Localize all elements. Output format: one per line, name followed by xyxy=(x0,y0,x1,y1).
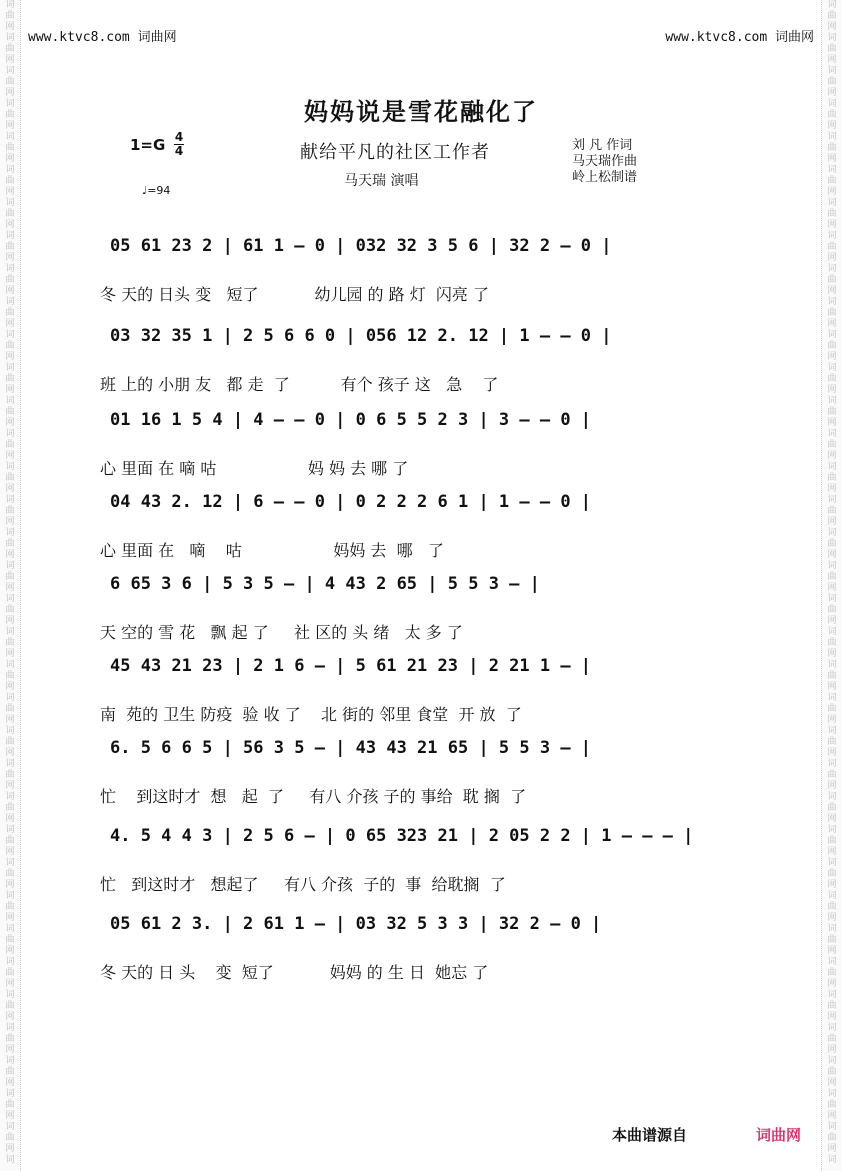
watermark-char: 网 xyxy=(827,187,837,197)
watermark-char: 词 xyxy=(5,528,15,538)
score-line xyxy=(0,318,842,394)
credit-composer: 马天瑞作曲 xyxy=(572,154,638,169)
watermark-char: 网 xyxy=(5,154,15,164)
watermark-char: 曲 xyxy=(827,407,837,417)
watermark-char: 曲 xyxy=(827,836,837,846)
watermark-char: 曲 xyxy=(5,473,15,483)
watermark-char: 网 xyxy=(827,88,837,98)
watermark-char: 曲 xyxy=(5,341,15,351)
watermark-char: 词 xyxy=(5,825,15,835)
watermark-char: 曲 xyxy=(827,737,837,747)
watermark-char: 词 xyxy=(5,726,15,736)
score-notes: 05 61 2 3. | 2 61 1 – | 03 32 5 3 3 | 32 2 – 0 | xyxy=(110,914,602,934)
watermark-char: 曲 xyxy=(5,1034,15,1044)
watermark-char: 曲 xyxy=(827,440,837,450)
watermark-char: 词 xyxy=(5,594,15,604)
score-notes: 6. 5 6 6 5 | 56 3 5 – | 43 43 21 65 | 5 5 3 – | xyxy=(110,738,592,758)
watermark-char: 曲 xyxy=(5,1001,15,1011)
watermark-char: 网 xyxy=(5,979,15,989)
watermark-char: 曲 xyxy=(827,308,837,318)
watermark-char: 网 xyxy=(827,22,837,32)
watermark-char: 网 xyxy=(5,913,15,923)
watermark-char: 词 xyxy=(5,924,15,934)
watermark-char: 词 xyxy=(5,363,15,373)
watermark-char: 曲 xyxy=(5,803,15,813)
watermark-char: 网 xyxy=(5,550,15,560)
score-line xyxy=(0,228,842,304)
time-signature-top: 4 xyxy=(174,130,184,144)
score-lyrics: 冬 天的 日 头 变 短了 妈妈 的 生 日 她忘 了 xyxy=(100,963,489,982)
watermark-char: 曲 xyxy=(5,968,15,978)
watermark-char: 网 xyxy=(827,220,837,230)
credit-lyricist: 刘 凡 作词 xyxy=(572,138,633,153)
watermark-char: 曲 xyxy=(5,44,15,54)
watermark-char: 曲 xyxy=(827,539,837,549)
score-line xyxy=(0,906,842,982)
watermark-char: 词 xyxy=(827,924,837,934)
watermark-char: 网 xyxy=(5,1111,15,1121)
watermark-char: 网 xyxy=(5,286,15,296)
watermark-char: 曲 xyxy=(827,803,837,813)
watermark-char: 网 xyxy=(827,286,837,296)
watermark-char: 词 xyxy=(827,1056,837,1066)
watermark-char: 网 xyxy=(5,517,15,527)
watermark-char: 词 xyxy=(5,66,15,76)
watermark-char: 曲 xyxy=(5,770,15,780)
watermark-char: 词 xyxy=(5,1155,15,1165)
watermark-char: 词 xyxy=(827,891,837,901)
score-lyrics: 冬 天的 日头 变 短了 幼儿园 的 路 灯 闪亮 了 xyxy=(100,285,489,304)
watermark-char: 词 xyxy=(827,726,837,736)
watermark-char: 词 xyxy=(5,99,15,109)
watermark-char: 曲 xyxy=(5,605,15,615)
watermark-char: 词 xyxy=(827,759,837,769)
watermark-char: 网 xyxy=(827,319,837,329)
watermark-char: 曲 xyxy=(5,275,15,285)
score-line xyxy=(0,730,842,806)
watermark-char: 网 xyxy=(827,748,837,758)
watermark-char: 曲 xyxy=(827,11,837,21)
watermark-char: 曲 xyxy=(827,341,837,351)
watermark-char: 曲 xyxy=(5,1067,15,1077)
watermark-char: 网 xyxy=(5,847,15,857)
watermark-char: 曲 xyxy=(5,506,15,516)
watermark-char: 词 xyxy=(5,0,15,10)
watermark-char: 网 xyxy=(827,1045,837,1055)
watermark-char: 词 xyxy=(5,957,15,967)
watermark-char: 网 xyxy=(827,649,837,659)
watermark-char: 网 xyxy=(827,550,837,560)
watermark-char: 词 xyxy=(827,297,837,307)
watermark-char: 词 xyxy=(5,33,15,43)
watermark-char: 网 xyxy=(5,451,15,461)
watermark-char: 曲 xyxy=(5,539,15,549)
watermark-char: 词 xyxy=(827,1089,837,1099)
watermark-char: 网 xyxy=(5,616,15,626)
watermark-char: 曲 xyxy=(5,308,15,318)
header-url-left[interactable]: www.ktvc8.com 词曲网 xyxy=(28,30,177,45)
song-title: 妈妈说是雪花融化了 xyxy=(304,98,538,126)
watermark-char: 网 xyxy=(827,1144,837,1154)
watermark-char: 网 xyxy=(827,616,837,626)
watermark-char: 网 xyxy=(827,385,837,395)
score-notes: 03 32 35 1 | 2 5 6 6 0 | 056 12 2. 12 | 1 – – 0 | xyxy=(110,326,612,346)
watermark-char: 词 xyxy=(5,1023,15,1033)
song-credits xyxy=(572,138,637,186)
watermark-char: 曲 xyxy=(5,143,15,153)
watermark-char: 词 xyxy=(827,165,837,175)
watermark-char: 词 xyxy=(5,165,15,175)
watermark-char: 曲 xyxy=(827,572,837,582)
watermark-char: 曲 xyxy=(5,935,15,945)
watermark-char: 网 xyxy=(5,484,15,494)
watermark-char: 曲 xyxy=(5,1133,15,1143)
watermark-char: 曲 xyxy=(827,671,837,681)
watermark-char: 曲 xyxy=(827,770,837,780)
watermark-char: 词 xyxy=(5,891,15,901)
watermark-char: 曲 xyxy=(827,638,837,648)
watermark-char: 网 xyxy=(5,187,15,197)
watermark-char: 曲 xyxy=(5,1100,15,1110)
score-notes: 6 65 3 6 | 5 3 5 – | 4 43 2 65 | 5 5 3 – | xyxy=(110,574,540,594)
score-lyrics: 心 里面 在 嘀 咕 妈妈 去 哪 了 xyxy=(100,541,444,560)
score-line xyxy=(0,648,842,724)
watermark-char: 曲 xyxy=(827,374,837,384)
watermark-char: 词 xyxy=(827,1155,837,1165)
watermark-char: 词 xyxy=(827,792,837,802)
watermark-char: 曲 xyxy=(827,506,837,516)
watermark-char: 曲 xyxy=(827,473,837,483)
watermark-char: 网 xyxy=(5,715,15,725)
watermark-char: 词 xyxy=(827,0,837,10)
score-lyrics: 心 里面 在 嘀 咕 妈 妈 去 哪 了 xyxy=(100,459,409,478)
watermark-char: 曲 xyxy=(827,209,837,219)
score-notes: 01 16 1 5 4 | 4 – – 0 | 0 6 5 5 2 3 | 3 – – 0 | xyxy=(110,410,592,430)
watermark-char: 网 xyxy=(827,1078,837,1088)
watermark-char: 词 xyxy=(827,198,837,208)
watermark-char: 曲 xyxy=(5,77,15,87)
watermark-char: 词 xyxy=(827,462,837,472)
watermark-char: 网 xyxy=(5,781,15,791)
watermark-char: 曲 xyxy=(827,968,837,978)
watermark-char: 词 xyxy=(5,1056,15,1066)
watermark-char: 词 xyxy=(827,1122,837,1132)
watermark-char: 曲 xyxy=(827,605,837,615)
watermark-char: 网 xyxy=(5,121,15,131)
watermark-char: 曲 xyxy=(827,44,837,54)
score-lyrics: 班 上的 小朋 友 都 走 了 有个 孩子 这 急 了 xyxy=(100,375,499,394)
watermark-char: 曲 xyxy=(827,1100,837,1110)
watermark-char: 词 xyxy=(827,627,837,637)
watermark-char: 词 xyxy=(827,495,837,505)
watermark-char: 词 xyxy=(827,528,837,538)
watermark-char: 词 xyxy=(5,462,15,472)
watermark-char: 网 xyxy=(827,154,837,164)
watermark-char: 曲 xyxy=(827,176,837,186)
watermark-char: 网 xyxy=(5,583,15,593)
watermark-char: 网 xyxy=(827,451,837,461)
watermark-char: 词 xyxy=(5,396,15,406)
watermark-char: 网 xyxy=(827,979,837,989)
watermark-char: 网 xyxy=(827,1111,837,1121)
watermark-char: 网 xyxy=(827,682,837,692)
watermark-char: 网 xyxy=(827,913,837,923)
watermark-char: 网 xyxy=(5,880,15,890)
watermark-char: 曲 xyxy=(827,77,837,87)
watermark-char: 网 xyxy=(827,1012,837,1022)
watermark-char: 词 xyxy=(5,231,15,241)
watermark-char: 词 xyxy=(827,957,837,967)
watermark-char: 网 xyxy=(827,583,837,593)
watermark-char: 网 xyxy=(827,814,837,824)
watermark-char: 网 xyxy=(5,1012,15,1022)
watermark-char: 网 xyxy=(827,517,837,527)
watermark-char: 网 xyxy=(5,22,15,32)
watermark-char: 曲 xyxy=(827,143,837,153)
watermark-char: 曲 xyxy=(5,638,15,648)
watermark-char: 网 xyxy=(5,220,15,230)
watermark-char: 网 xyxy=(827,880,837,890)
watermark-char: 曲 xyxy=(5,374,15,384)
watermark-char: 词 xyxy=(827,33,837,43)
watermark-char: 词 xyxy=(827,363,837,373)
watermark-char: 曲 xyxy=(5,869,15,879)
watermark-char: 网 xyxy=(827,715,837,725)
watermark-char: 曲 xyxy=(5,572,15,582)
score-notes: 45 43 21 23 | 2 1 6 – | 5 61 21 23 | 2 21 1 – | xyxy=(110,656,592,676)
watermark-char: 词 xyxy=(827,825,837,835)
watermark-char: 词 xyxy=(5,990,15,1000)
watermark-char: 词 xyxy=(827,693,837,703)
watermark-char: 曲 xyxy=(827,935,837,945)
watermark-char: 曲 xyxy=(827,902,837,912)
watermark-char: 网 xyxy=(5,946,15,956)
watermark-char: 曲 xyxy=(827,110,837,120)
score-line xyxy=(0,818,842,894)
watermark-char: 词 xyxy=(827,1023,837,1033)
watermark-char: 词 xyxy=(5,693,15,703)
tempo-marking: ♩=94 xyxy=(142,184,171,197)
watermark-char: 词 xyxy=(5,297,15,307)
watermark-char: 曲 xyxy=(827,1067,837,1077)
watermark-char: 网 xyxy=(5,1078,15,1088)
watermark-char: 词 xyxy=(827,858,837,868)
watermark-char: 网 xyxy=(5,55,15,65)
song-singer: 马天瑞 演唱 xyxy=(344,173,419,189)
footer-source-label: 本曲谱源自 xyxy=(612,1126,688,1144)
watermark-char: 曲 xyxy=(827,869,837,879)
watermark-char: 词 xyxy=(5,495,15,505)
watermark-char: 曲 xyxy=(5,11,15,21)
watermark-char: 曲 xyxy=(827,1133,837,1143)
watermark-char: 网 xyxy=(5,1045,15,1055)
watermark-char: 网 xyxy=(5,253,15,263)
watermark-char: 词 xyxy=(5,561,15,571)
watermark-char: 词 xyxy=(827,330,837,340)
score-notes: 4. 5 4 4 3 | 2 5 6 – | 0 65 323 21 | 2 05 2 2 | 1 – – – | xyxy=(110,826,694,846)
watermark-char: 词 xyxy=(827,990,837,1000)
watermark-char: 网 xyxy=(5,88,15,98)
score-line xyxy=(0,484,842,560)
watermark-char: 曲 xyxy=(5,440,15,450)
watermark-char: 网 xyxy=(5,352,15,362)
watermark-char: 曲 xyxy=(5,671,15,681)
watermark-char: 曲 xyxy=(827,1034,837,1044)
watermark-char: 词 xyxy=(827,264,837,274)
footer-brand-link[interactable]: 词曲网 xyxy=(756,1126,802,1144)
watermark-char: 词 xyxy=(5,198,15,208)
watermark-char: 曲 xyxy=(5,407,15,417)
watermark-char: 词 xyxy=(827,99,837,109)
watermark-char: 词 xyxy=(5,1122,15,1132)
watermark-char: 词 xyxy=(827,561,837,571)
watermark-char: 词 xyxy=(5,264,15,274)
watermark-char: 词 xyxy=(5,1089,15,1099)
watermark-char: 曲 xyxy=(5,242,15,252)
watermark-char: 词 xyxy=(5,660,15,670)
watermark-char: 词 xyxy=(5,792,15,802)
watermark-char: 词 xyxy=(827,396,837,406)
watermark-char: 词 xyxy=(827,132,837,142)
watermark-char: 曲 xyxy=(5,704,15,714)
watermark-char: 网 xyxy=(5,814,15,824)
watermark-char: 网 xyxy=(5,1144,15,1154)
watermark-char: 网 xyxy=(5,682,15,692)
watermark-char: 曲 xyxy=(5,110,15,120)
watermark-char: 词 xyxy=(827,231,837,241)
watermark-char: 词 xyxy=(5,330,15,340)
score-notes: 04 43 2. 12 | 6 – – 0 | 0 2 2 2 6 1 | 1 – – 0 | xyxy=(110,492,592,512)
credit-transcriber: 岭上松制谱 xyxy=(572,170,638,185)
watermark-char: 词 xyxy=(5,627,15,637)
key-signature: 1=G xyxy=(130,136,166,154)
watermark-char: 曲 xyxy=(827,275,837,285)
watermark-char: 曲 xyxy=(5,902,15,912)
watermark-char: 词 xyxy=(5,759,15,769)
score-lyrics: 南 苑的 卫生 防疫 验 收 了 北 街的 邻里 食堂 开 放 了 xyxy=(100,705,522,724)
watermark-char: 词 xyxy=(827,429,837,439)
score-line xyxy=(0,566,842,642)
watermark-char: 网 xyxy=(5,319,15,329)
watermark-char: 词 xyxy=(5,858,15,868)
watermark-char: 网 xyxy=(827,352,837,362)
song-subtitle: 献给平凡的社区工作者 xyxy=(300,142,490,163)
watermark-char: 网 xyxy=(5,418,15,428)
score-line xyxy=(0,402,842,478)
watermark-char: 词 xyxy=(827,660,837,670)
watermark-char: 网 xyxy=(827,253,837,263)
watermark-char: 曲 xyxy=(5,836,15,846)
watermark-char: 词 xyxy=(5,132,15,142)
watermark-char: 曲 xyxy=(827,1001,837,1011)
watermark-char: 网 xyxy=(5,649,15,659)
score-lyrics: 忙 到这时才 想起了 有八 介孩 子的 事 给耽搁 了 xyxy=(100,875,506,894)
watermark-char: 词 xyxy=(5,429,15,439)
watermark-char: 曲 xyxy=(5,737,15,747)
watermark-char: 网 xyxy=(5,385,15,395)
watermark-char: 网 xyxy=(827,946,837,956)
watermark-char: 网 xyxy=(827,55,837,65)
watermark-char: 曲 xyxy=(5,176,15,186)
watermark-char: 网 xyxy=(827,121,837,131)
score-notes: 05 61 23 2 | 61 1 – 0 | 032 32 3 5 6 | 32 2 – 0 | xyxy=(110,236,612,256)
watermark-char: 网 xyxy=(827,847,837,857)
score-lyrics: 忙 到这时才 想 起 了 有八 介孩 子的 事给 耽 搁 了 xyxy=(100,787,527,806)
score-lyrics: 天 空的 雪 花 飘 起 了 社 区的 头 绪 太 多 了 xyxy=(100,623,463,642)
watermark-char: 曲 xyxy=(827,242,837,252)
watermark-char: 网 xyxy=(827,484,837,494)
time-signature-bottom: 4 xyxy=(174,144,184,158)
watermark-char: 网 xyxy=(5,748,15,758)
watermark-char: 词 xyxy=(827,66,837,76)
header-url-right[interactable]: www.ktvc8.com 词曲网 xyxy=(665,30,814,45)
watermark-char: 词 xyxy=(827,594,837,604)
watermark-char: 网 xyxy=(827,781,837,791)
time-signature xyxy=(174,131,184,158)
watermark-char: 曲 xyxy=(827,704,837,714)
watermark-char: 网 xyxy=(827,418,837,428)
watermark-char: 曲 xyxy=(5,209,15,219)
